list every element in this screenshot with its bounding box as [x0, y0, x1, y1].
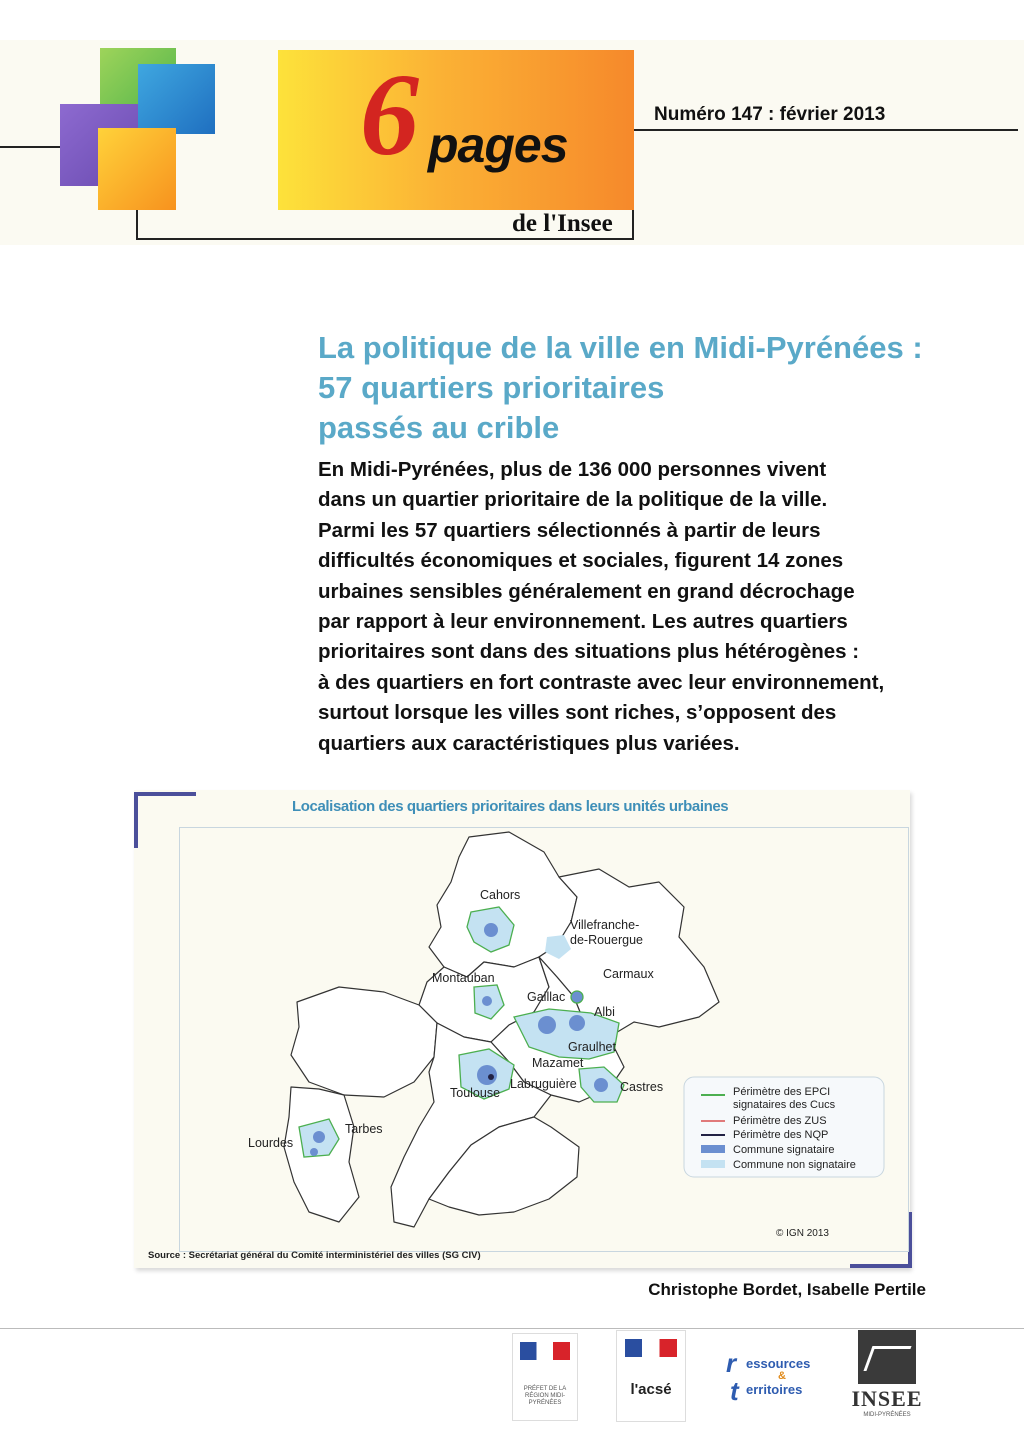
legend-label-non-signataire: Commune non signataire [733, 1159, 856, 1171]
city-label-carmaux: Carmaux [603, 967, 654, 981]
lead-line: dans un quartier prioritaire de la politique de la ville. [318, 488, 828, 512]
logo-word: pages [428, 117, 568, 173]
acse-logo [616, 1330, 686, 1422]
lead-line: par rapport à leur environnement. Les autres quartiers [318, 610, 848, 634]
region-map [179, 827, 907, 1250]
city-label-villefranche: Villefranche- [570, 918, 640, 932]
city-label-graulhet: Graulhet [568, 1040, 616, 1054]
logo-rule-vertical [136, 210, 138, 239]
city-label-lourdes: Lourdes [248, 1136, 294, 1150]
ressources-territoires-logo [726, 1346, 826, 1406]
unit-cahors-core [484, 923, 498, 937]
logo-squares [60, 48, 220, 213]
city-label-montauban: Montauban [432, 971, 495, 985]
unit-toulouse-nqp [488, 1074, 494, 1080]
logo-rule-right [632, 210, 634, 240]
ressources-r-icon: r [726, 1348, 737, 1378]
insee-emblem-icon [858, 1330, 916, 1384]
lead-line: En Midi-Pyrénées, plus de 136 000 personnes vivent [318, 458, 827, 481]
city-label-mazamet: Mazamet [532, 1056, 584, 1070]
unit-montauban-core [482, 996, 492, 1006]
prefet-text: PRÉFET DE LA RÉGION MIDI-PYRÉNÉES [523, 1386, 567, 1406]
city-label-villefranche-2: de-Rouergue [570, 933, 643, 947]
lead-line: prioritaires sont dans des situations plus hétérogènes : [318, 640, 860, 664]
insee-region: MIDI-PYRÉNÉES [863, 1412, 911, 1418]
city-label-gaillac: Gaillac [527, 990, 566, 1004]
logo-subtitle: de l'Insee [512, 210, 613, 237]
legend-label-epci-2: signataires des Cucs [733, 1099, 836, 1111]
unit-carmaux [571, 991, 583, 1003]
ressources-word: essources [746, 1356, 811, 1371]
map-title: Localisation des quartiers prioritaires dans leurs unités urbaines [292, 798, 729, 815]
unit-toulouse-core [477, 1065, 497, 1085]
legend-label-signataire: Commune signataire [733, 1144, 835, 1156]
territoires-word: erritoires [746, 1382, 803, 1397]
logo-number: 6 [360, 49, 419, 180]
authors: Christophe Bordet, Isabelle Pertile [648, 1280, 926, 1299]
article-lead [318, 455, 958, 759]
lead-line: à des quartiers en fort contraste avec leur environnement, [318, 670, 885, 694]
legend-swatch-non-signataire [701, 1160, 725, 1168]
insee-logo [846, 1330, 928, 1422]
ressources-amp: & [778, 1370, 786, 1382]
unit-tarbes-core [313, 1131, 325, 1143]
legend-swatch-signataire [701, 1145, 725, 1153]
city-label-labruguiere: Labruguière [510, 1077, 577, 1091]
unit-lourdes-core [310, 1148, 318, 1156]
title-line: La politique de la ville en Midi-Pyrénées : [318, 330, 923, 365]
header-rule-left [0, 146, 60, 148]
map-copyright: © IGN 2013 [776, 1228, 829, 1239]
legend-label-zus: Périmètre des ZUS [733, 1115, 827, 1127]
departement-gers [291, 987, 437, 1097]
lead-line: quartiers aux caractéristiques plus variées. [318, 731, 740, 755]
city-label-tarbes: Tarbes [345, 1122, 383, 1136]
city-label-toulouse: Toulouse [450, 1086, 501, 1100]
lead-line: surtout lorsque les villes sont riches, s’opposent des [318, 701, 837, 725]
unit-albi-core [569, 1015, 585, 1031]
city-label-cahors: Cahors [480, 888, 521, 902]
flag-icon [625, 1339, 677, 1357]
legend-label-nqp: Périmètre des NQP [733, 1129, 829, 1141]
lead-line: difficultés économiques et sociales, figurent 14 zones [318, 549, 844, 573]
logo-rule-bottom [136, 238, 634, 240]
acse-label: l'acsé [630, 1381, 672, 1398]
lead-line: Parmi les 57 quartiers sélectionnés à partir de leurs [318, 518, 821, 542]
issue-number: Numéro 147 : février 2013 [654, 104, 886, 125]
map-source: Source : Secrétariat général du Comité interministériel des villes (SG CIV) [148, 1250, 481, 1261]
footer-rule [0, 1328, 1024, 1329]
ressources-t-icon: t [730, 1376, 739, 1406]
lead-line: urbaines sensibles généralement en grand décrochage [318, 579, 855, 603]
prefet-logo [512, 1333, 578, 1421]
title-line: 57 quartiers prioritaires [318, 370, 665, 405]
unit-gaillac-core [538, 1016, 556, 1034]
flag-icon [520, 1342, 570, 1360]
title-line: passés au crible [318, 410, 560, 445]
six-pages-logo [278, 50, 634, 210]
legend-label-epci: Périmètre des EPCI [733, 1086, 831, 1098]
insee-wordmark: INSEE [851, 1386, 923, 1411]
header-rule-right [634, 129, 1018, 131]
city-label-castres: Castres [620, 1080, 664, 1094]
city-label-albi: Albi [594, 1005, 615, 1019]
unit-castres-core [594, 1078, 608, 1092]
article-title [318, 328, 958, 448]
